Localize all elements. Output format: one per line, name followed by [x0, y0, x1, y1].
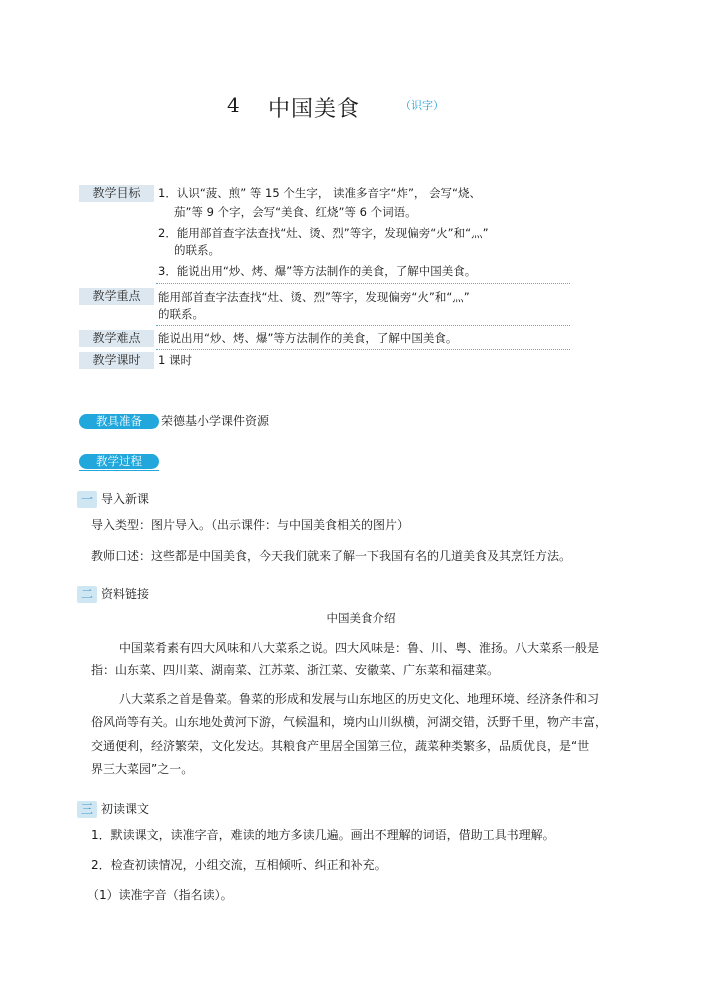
focus-line-1: 能用部首查字法查找“灶、烫、烈”等字，发现偏旁“火”和“灬”: [158, 290, 470, 304]
section-2-para-2: 指：山东菜、四川菜、湖南菜、江苏菜、浙江菜、安徽菜、广东菜和福建菜。: [91, 663, 500, 677]
section-1-para-1: 导入类型：图片导入。（出示课件：与中国美食相关的图片）: [91, 518, 410, 532]
section-3-para-1: 1．默读课文，读准字音，难读的地方多读几遍。画出不理解的词语，借助工具书理解。: [91, 828, 555, 842]
section-number-1: 一: [77, 491, 97, 508]
section-1-para-2: 教师口述：这些都是中国美食，今天我们就来了解一下我国有名的几道美食及其烹饪方法。: [91, 549, 572, 563]
section-2-para-3: 八大菜系之首是鲁菜。鲁菜的形成和发展与山东地区的历史文化、地理环境、经济条件和习: [119, 692, 600, 706]
section-2-para-5: 交通便利，经济繁荣，文化发达。其粮食产里居全国第三位，蔬菜种类繁多，品质优良，是“世: [91, 739, 590, 753]
table-label-goals: 教学目标: [79, 185, 154, 202]
table-label-hours: 教学课时: [79, 352, 154, 369]
goals-line-1: 1．认识“菠、煎” 等 15 个生字， 读准多音字“炸”， 会写“烧、: [158, 186, 482, 200]
goals-line-3: 2．能用部首查字法查找“灶、烫、烈”等字，发现偏旁“火”和“灬”: [158, 226, 489, 240]
section-title-1: 导入新课: [101, 492, 150, 506]
section-3-para-2: 2．检查初读情况，小组交流，互相倾听、纠正和补充。: [91, 858, 387, 872]
table-divider: [156, 283, 570, 284]
lesson-number: 4: [227, 93, 240, 117]
section-number-3: 三: [77, 801, 97, 818]
table-label-difficulty: 教学难点: [79, 330, 154, 347]
section-title-3: 初读课文: [101, 802, 150, 816]
section-2-para-6: 界三大菜园”之一。: [91, 762, 194, 776]
goals-line-5: 3．能说出用“炒、烤、爆”等方法制作的美食，了解中国美食。: [158, 264, 477, 278]
process-pill: 教学过程: [79, 454, 159, 469]
table-divider: [156, 325, 570, 326]
goals-line-2: 茄”等 9 个字，会写“美食、红烧”等 6 个词语。: [174, 205, 417, 219]
prep-pill: 教具准备: [79, 414, 159, 429]
section-2-subtitle: 中国美食介绍: [326, 611, 396, 625]
section-3-para-3: （1）读准字音（指名读）。: [87, 888, 233, 902]
section-title-2: 资料链接: [101, 587, 150, 601]
goals-line-4: 的联系。: [174, 243, 220, 257]
hours-value: 1 课时: [158, 353, 192, 367]
section-2-para-4: 俗风尚等有关。山东地处黄河下游，气候温和，境内山川纵横，河湖交错，沃野千里，物产丰富，: [91, 715, 608, 729]
page-title: 中国美食: [268, 97, 361, 122]
focus-line-2: 的联系。: [158, 307, 204, 321]
table-divider: [156, 349, 570, 350]
table-label-focus: 教学重点: [79, 288, 154, 305]
process-underline: [79, 470, 159, 471]
prep-text: 荣德基小学课件资源: [161, 414, 270, 428]
title-tag: （识字）: [400, 99, 444, 112]
section-number-2: 二: [77, 586, 97, 603]
difficulty-line-1: 能说出用“炒、烤、爆”等方法制作的美食，了解中国美食。: [158, 331, 458, 345]
section-2-para-1: 中国菜肴素有四大风味和八大菜系之说。四大风味是：鲁、川、粤、淮扬。八大菜系一般是: [119, 641, 600, 655]
